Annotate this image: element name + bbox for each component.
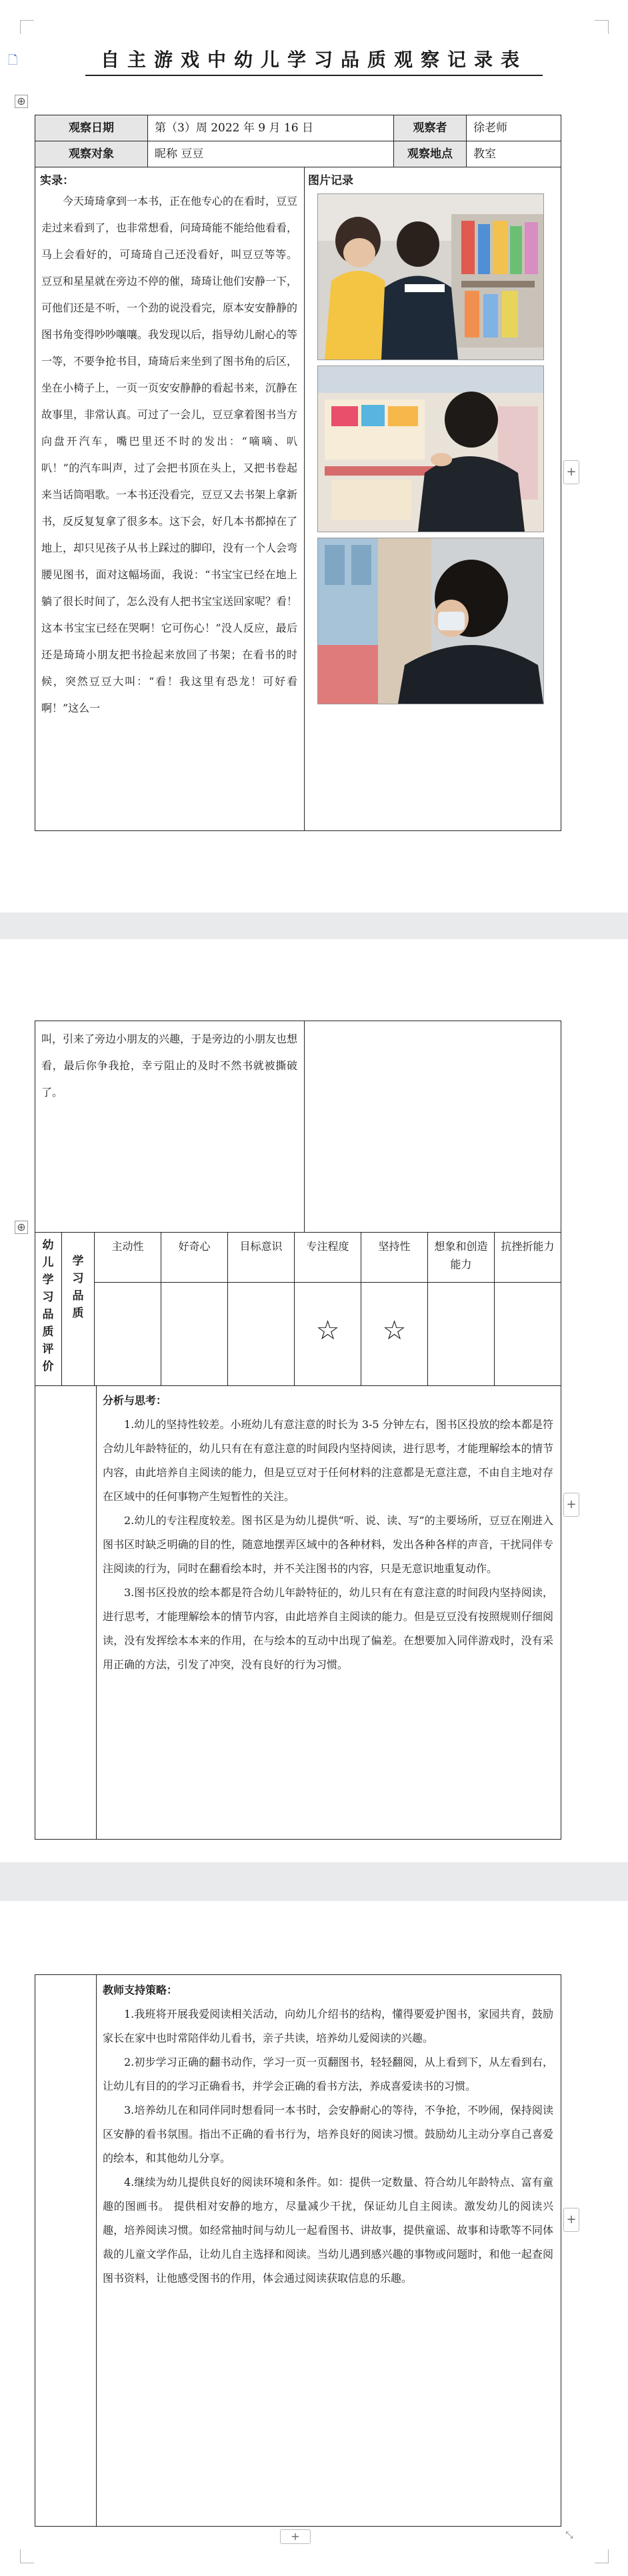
strategy-text — [103, 1978, 553, 2291]
record-text — [41, 188, 297, 828]
quality-sub-label: 学习品质 — [72, 1255, 84, 1320]
quality-rating-cell[interactable] — [494, 1282, 561, 1386]
observer-label: 观察者 — [393, 115, 467, 141]
page-corner-mark — [20, 2549, 34, 2563]
place-value[interactable]: 教室 — [466, 141, 561, 167]
photo-record-cell-continued[interactable] — [304, 1021, 561, 1233]
observer-value[interactable]: 徐老师 — [466, 115, 561, 141]
page-2 — [0, 939, 628, 1862]
analysis-heading: 分析与思考： — [103, 1394, 167, 1407]
table-move-handle-icon[interactable]: ⊕ — [15, 1221, 28, 1234]
record-heading: 实录： — [40, 174, 74, 187]
target-label: 观察对象 — [35, 141, 148, 167]
quality-row-label: 幼儿学习品质评价 — [42, 1239, 54, 1373]
strategy-heading: 教师支持策略： — [103, 1984, 178, 1996]
page-corner-mark — [595, 2549, 609, 2563]
record-paragraph: 今天琦琦拿到一本书，正在他专心的在看时，豆豆走过来看到了，也非常想看，问琦琦能不能给他看看，马上会看好的，可琦琦自己还没看好，叫豆豆等等。 豆豆和星星就在旁边不停的催，琦琦让他们安静一下，可他们还是不听，一个劲的说没看完，原本安安静静的图书角变得吵吵嚷嚷。我发现以后，指导幼儿耐心的等一等，不要争抢书目，琦琦后来坐到了图书角的后区，坐在小椅子上，一页一页安安静静的看起书来，沉静在故事里，非常认真。可过了一会儿，豆豆拿着图书当方向盘开汽车，嘴巴里还不时的发出：“嘀嘀、叭叭！”的汽车叫声，过了会把书顶在头上，又把书卷起来当话筒唱歌。一本书还没看完，豆豆又去书架上拿新书，反反复复拿了很多本。这下会，好几本书都掉在了地上，却只见孩子从书上踩过的脚印，没有一个人会弯腰见图书，面对这幅场面，我说：“书宝宝已经在地上躺了很长时间了，怎么没有人把书宝宝送回家呢？看！这本书宝宝已经在哭啊！它可伤心！”没人反应，最后还是琦琦小朋友把书捡起来放回了书架；在看书的时候，突然豆豆大叫：“看！我这里有恐龙！可好看啊！”这么一 — [41, 195, 297, 714]
document-icon[interactable]: 🗋 — [8, 53, 18, 67]
date-label: 观察日期 — [35, 115, 148, 141]
strategy-paragraph-4: 4.继续为幼儿提供良好的阅读环境和条件。如：提供一定数量、符合幼儿年龄特点、富有童趣的图画书。 提供相对安静的地方，尽量减少干扰，保证幼儿自主阅读。激发幼儿的阅读兴趣，培养阅读习惯。如经常抽时间与幼儿一起看图书、讲故事，提供童谣、故事和诗歌等不同体裁的儿童文学作品，让幼儿自主选择和阅读。当幼儿遇到感兴趣的事物或问题时，和他一起查阅图书资料，让他感受图书的作用，体会通过阅读获取信息的乐趣。 — [103, 2176, 553, 2285]
child-reading-photo-1 — [317, 193, 544, 360]
quality-column-header: 专注程度 — [306, 1240, 349, 1253]
quality-column-header: 主动性 — [111, 1240, 144, 1253]
add-column-button[interactable]: + — [563, 1493, 579, 1517]
quality-rating-cell[interactable] — [161, 1282, 228, 1386]
quality-column-header: 坚持性 — [378, 1240, 411, 1253]
strategy-paragraph-1: 1.我班将开展我爱阅读相关活动，向幼儿介绍书的结构，懂得要爱护图书，家园共育，鼓励家长在家中也时常陪伴幼儿看书，亲子共读，培养幼儿爱阅读的兴趣。 — [103, 2008, 553, 2044]
rating-star-icon: ☆ — [315, 1315, 340, 1346]
page-corner-mark — [20, 20, 34, 34]
date-value[interactable]: 第（3）周 2022 年 9 月 16 日 — [147, 115, 394, 141]
title-underline — [85, 75, 543, 76]
table-resize-icon[interactable]: ⤡ — [565, 2530, 573, 2541]
add-row-button[interactable]: + — [280, 2529, 311, 2544]
add-column-button[interactable]: + — [563, 2208, 579, 2232]
analysis-paragraph-2: 2.幼儿的专注程度较差。图书区是为幼儿提供“听、说、读、写”的主要场所，豆豆在刚进入图书区时缺乏明确的目的性，随意地摆弄区域中的各种材料，发出各种各样的声音，干扰同伴专注阅读的行为，同时在翻看绘本时，并不关注图书的内容，只是无意识地重复动作。 — [103, 1514, 553, 1575]
analysis-paragraph-3: 3.图书区投放的绘本都是符合幼儿年龄特征的，幼儿只有在有意注意的时间段内坚持阅读，进行思考，才能理解绘本的情节内容，由此培养自主阅读的能力。但是豆豆没有按照规则仔细阅读，没有发挥绘本本来的作用，在与绘本的互动中出现了偏差。在想要加入同伴游戏时，没有采用正确的方法，引发了冲突，没有良好的行为习惯。 — [103, 1586, 553, 1671]
strategy-left-cell — [35, 1974, 97, 2527]
analysis-text — [103, 1389, 553, 1677]
child-reading-photo-2 — [317, 366, 544, 532]
page-corner-mark — [595, 20, 609, 34]
quality-rating-cell[interactable] — [94, 1282, 161, 1386]
page-1 — [0, 0, 628, 912]
analysis-paragraph-1: 1.幼儿的坚持性较差。小班幼儿有意注意的时长为 3-5 分钟左右，图书区投放的绘本都是符合幼儿年龄特征的，幼儿只有在有意注意的时间段内坚持阅读，进行思考，才能理解绘本的情节内容，由此培养自主阅读的能力，但是豆豆对于任何材料的注意都是无意注意，不由自主地对存在区域中的任何事物产生短暂性的关注。 — [103, 1418, 553, 1503]
quality-column-header: 目标意识 — [239, 1240, 283, 1253]
quality-column-header: 好奇心 — [178, 1240, 211, 1253]
child-reading-photo-3 — [317, 538, 544, 704]
add-column-button[interactable]: + — [563, 460, 579, 484]
quality-rating-cell[interactable] — [427, 1282, 495, 1386]
place-label: 观察地点 — [393, 141, 467, 167]
table-move-handle-icon[interactable]: ⊕ — [15, 95, 28, 108]
strategy-paragraph-2: 2.初步学习正确的翻书动作，学习一页一页翻图书，轻轻翻阅，从上看到下，从左看到右，让幼儿有目的的学习正确看书，并学会正确的看书方法，养成喜爱读书的习惯。 — [103, 2056, 553, 2092]
analysis-left-cell — [35, 1385, 97, 1840]
photo-heading: 图片记录 — [308, 174, 353, 187]
record-text-continued — [41, 1026, 297, 1106]
quality-rating-cell[interactable] — [227, 1282, 295, 1386]
rating-star-icon: ☆ — [382, 1315, 407, 1346]
quality-column-header: 抗挫折能力 — [501, 1240, 555, 1253]
strategy-paragraph-3: 3.培养幼儿在和同伴同时想看同一本书时，会安静耐心的等待，不争抢，不吵闹，保持阅读区安静的看书氛围。指出不正确的看书行为，培养良好的阅读习惯。鼓励幼儿主动分享自己喜爱的绘本，和其他幼儿分享。 — [103, 2104, 553, 2164]
page-3 — [0, 1901, 628, 2576]
target-value[interactable]: 昵称 豆豆 — [147, 141, 394, 167]
page-title: 自主游戏中幼儿学习品质观察记录表 — [100, 49, 527, 71]
quality-column-header: 想象和创造能力 — [434, 1240, 488, 1271]
record-paragraph-continued: 叫，引来了旁边小朋友的兴趣，于是旁边的小朋友也想看，最后你争我抢，幸亏阻止的及时不然书就被撕破了。 — [41, 1033, 298, 1099]
